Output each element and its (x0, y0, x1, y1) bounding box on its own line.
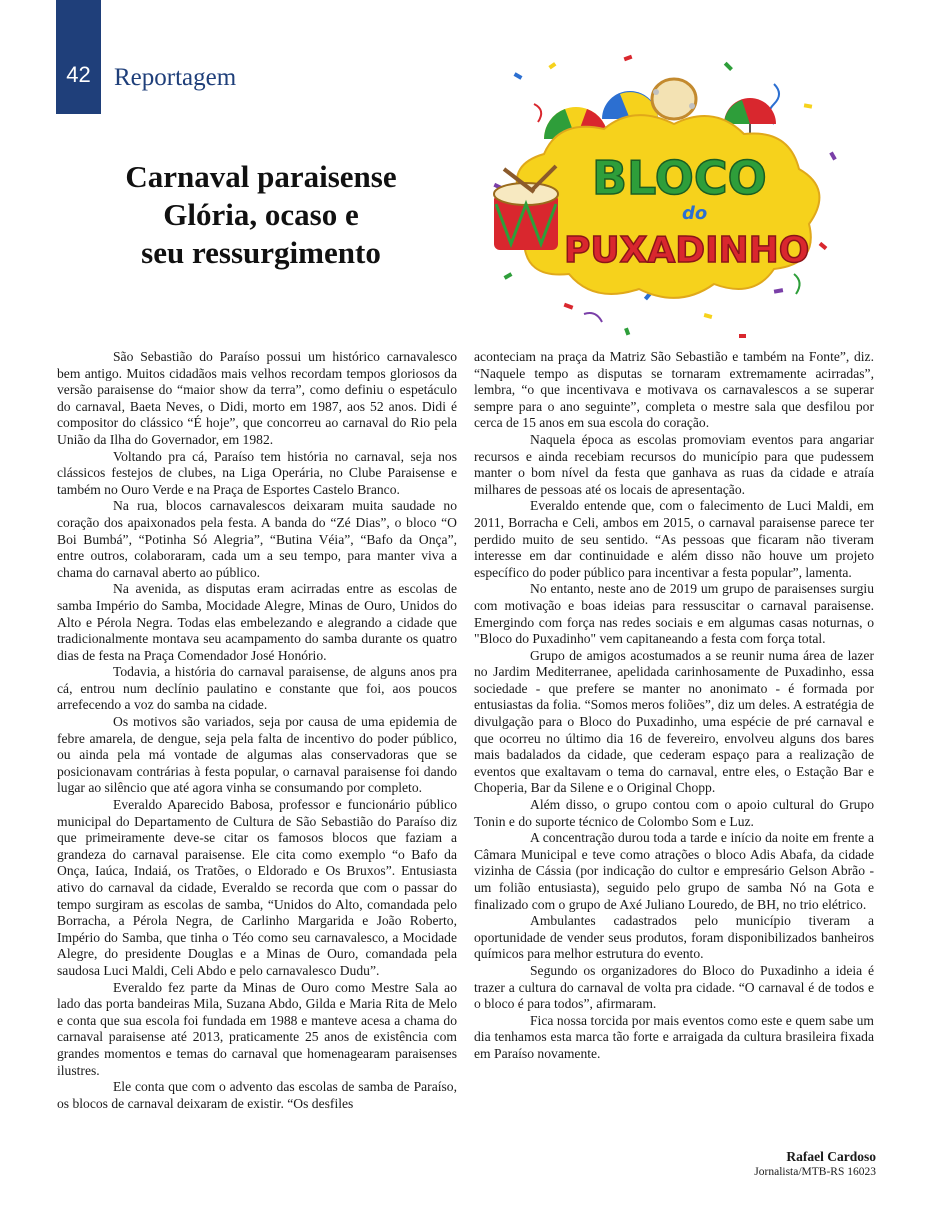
paragraph: Naquela época as escolas promoviam eventos para angariar recursos e ainda recebiam recursos do município para que pudessem manter o bom nível da festa que ganhava as ruas da cidade e atraía milhares de pessoas até os locais de apresentação. (474, 431, 874, 497)
bloco-do-puxadinho-logo (474, 44, 856, 344)
paragraph: Ambulantes cadastrados pelo município tiveram a oportunidade de vender seus produtos, foram disponibilizados banheiros químicos para melhor estrutura do evento. (474, 913, 874, 962)
title-line: seu ressurgimento (141, 235, 381, 270)
paragraph: No entanto, neste ano de 2019 um grupo de paraisenses surgiu com motivação e boas ideias para ressuscitar o carnaval paraisense. Emergindo com força nas redes sociais e em algumas casas noturnas, o "Bloco do Puxadinho" vem capitaneando a festa com força total. (474, 581, 874, 647)
paragraph: A concentração durou toda a tarde e início da noite em frente a Câmara Municipal e teve como atrações o bloco Adis Abafa, da cidade vizinha de Cássia (por indicação do cultor e empresário Gelson Abrão - um folião entusiasta), seguido pelo grupo de samba Nó na Gota e finalizado com o grupo de Axé Juliano Louredo, de BH, no trio elétrico. (474, 830, 874, 912)
title-line: Glória, ocaso e (163, 197, 359, 232)
logo-line-puxadinho: PUXADINHO (564, 230, 810, 271)
page-number: 42 (66, 62, 91, 87)
paragraph: Os motivos são variados, seja por causa de uma epidemia de febre amarela, de dengue, seja pela falta de incentivo do poder público, ou ainda pela má vontade de algumas alas conservadoras que se posicionavam contrárias à festa popular, o carnaval paraisense foi dando lugar ao silêncio que até agora vinha se consumando por completo. (57, 714, 457, 796)
page-number-box (56, 0, 101, 114)
paragraph: Everaldo fez parte da Minas de Ouro como Mestre Sala ao lado das porta bandeiras Mila, Suzana Abdo, Gilda e Maria Rita de Melo e conta que sua escola foi fundada em 1988 e manteve acesa a chama do carnaval paraisense até 2013, praticamente 25 anos de existência com grandes momentos e temas do carnaval que homenagearam paraisenses ilustres. (57, 979, 457, 1078)
author-name: Rafael Cardoso (786, 1149, 876, 1164)
paragraph: Ele conta que com o advento das escolas de samba de Paraíso, os blocos de carnaval deixaram de existir. “Os desfiles (57, 1079, 457, 1111)
author-role: Jornalista/MTB-RS 16023 (754, 1166, 876, 1178)
paragraph: Everaldo entende que, com o falecimento de Luci Maldi, em 2011, Borracha e Celi, ambos em 2015, o carnaval paraisense parece ter perdido muito de seu sentido. “As pessoas que ficaram não tiveram interesse em dar continuidade e além disso não houve um projeto específico do poder público para incentivar a festa popular”, lamenta. (474, 498, 874, 580)
logo-line-do: do (682, 203, 708, 224)
article-right-column (474, 349, 874, 1063)
paragraph: Todavia, a história do carnaval paraisense, de alguns anos pra cá, entrou num declínio paulatino e constante que foi, aos poucos arrefecendo a voz do samba na cidade. (57, 664, 457, 713)
paragraph: Grupo de amigos acostumados a se reunir numa área de lazer no Jardim Mediterranee, apelidada carinhosamente de Puxadinho, essa sociedade - que prefere se manter no anonimato - é formada por entusiastas da folia. “Somos meros foliões”, diz um deles. A estratégia de divulgação para o Bloco do Puxadinho, uma espécie de pré carnaval e que ocorreu no último dia 16 de fevereiro, envolveu alguns dos bares mais badalados da cidade, que cederam espaço para a realização de eventos que exaltavam o tema do carnaval, entre eles, o Estação Bar e Choperia, Bar da Silene e o Original Chopp. (474, 647, 874, 796)
paragraph: São Sebastião do Paraíso possui um histórico carnavalesco bem antigo. Muitos cidadãos mais velhos recordam tempos gloriosos da versão paraisense do “maior show da terra”, como definiu o espetáculo do carnaval, Baeta Neves, o Didi, morto em 1987, aos 52 anos. Didi é compositor do clássico “É hoje”, que concorreu ao carnaval do Rio pela União da Ilha do Governador, em 1982. (57, 349, 457, 447)
tambourine-icon (652, 79, 696, 119)
logo-line-bloco: BLOCO (592, 151, 767, 205)
title-line: Carnaval paraisense (125, 159, 397, 194)
paragraph: Na avenida, as disputas eram acirradas entre as escolas de samba Império do Samba, Mocidade Alegre, Minas de Ouro, Unidos do Alto e Pérola Negra. Todas elas embelezando e alegrando a cidade que tradicionalmente montava seu acampamento do samba durante os quatro dias de festa na Praça Comendador José Honório. (57, 581, 457, 663)
paragraph: Voltando pra cá, Paraíso tem história no carnaval, seja nos clássicos festejos de clubes, na Liga Operária, no Clube Paraisense e também no Ouro Verde e na Praça de Esportes Castelo Branco. (57, 448, 457, 497)
paragraph: Everaldo Aparecido Babosa, professor e funcionário público municipal do Departamento de Cultura de São Sebastião do Paraíso diz que primeiramente deve-se citar os famosos blocos que faziam a grandeza do carnaval paraisense. Ele cita como exemplo “o Bafo da Onça, Iaúca, Indaiá, os Tratões, o Eldorado e Os Bruxos”. Entusiasta ativo do carnaval da cidade, Everaldo se recorda que com o passar do tempo surgiram as escolas de samba, “Unidos do Alto, comandada pelo Borracha, a Pérola Negra, de Carlinho Margarida e João Roberto, Império do Samba, que tinha o Téo como seu carnavalesco, a Mocidade Alegre, do presidente Douglas e a Minas de Ouro, comandada pela saudosa Luci Maldi, Celi Abdo e pelo carnavalesco Dudu”. (57, 797, 457, 978)
article-title (82, 158, 440, 272)
paragraph: Fica nossa torcida por mais eventos como este e quem sabe um dia tenhamos esta marca tão forte e arraigada da cultura brasileira fixada em Paraíso novamente. (474, 1012, 874, 1061)
paragraph: Além disso, o grupo contou com o apoio cultural do Grupo Tonin e do suporte técnico de Colombo Som e Luz. (474, 797, 874, 829)
article-left-column (57, 349, 457, 1112)
author-byline (754, 1148, 876, 1179)
section-label: Reportagem (114, 64, 237, 91)
paragraph: Na rua, blocos carnavalescos deixaram muita saudade no coração dos apaixonados pela festa. A banda do “Zé Dias”, o bloco “O Boi Bumbá”, “Potinha Só Alegria”, “Butina Véia”, “Bafo da Onça”, entre outros, colaboraram, cada um a seu tempo, para manter viva a chama do carnaval aberto ao público. (57, 498, 457, 580)
paragraph: Segundo os organizadores do Bloco do Puxadinho a ideia é trazer a cultura do carnaval de volta pra cidade. “O carnaval é de todos e o bloco é para todos”, afirmaram. (474, 962, 874, 1012)
paragraph: aconteciam na praça da Matriz São Sebastião e também na Fonte”, diz. “Naquele tempo as disputas se tornaram extremamente acirradas”, lembra, “o que incentivava e motivava os carnavalescos a se superar sempre para o ano seguinte”, completa o mestre sala que desfilou por cerca de 15 anos em sua escola do coração. (474, 349, 874, 431)
